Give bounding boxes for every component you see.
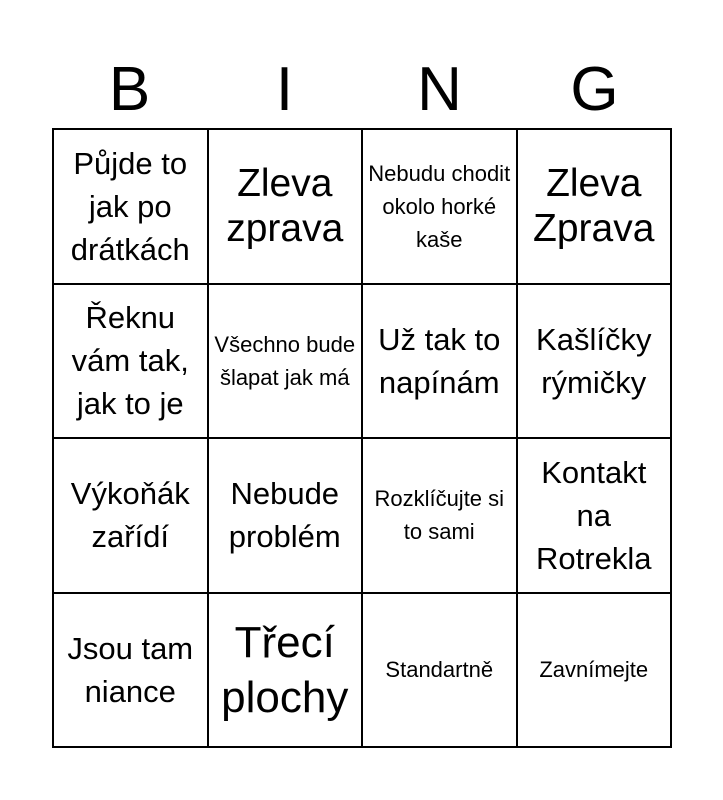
bingo-cell[interactable] xyxy=(54,594,209,749)
cell-text: Nebudu chodit okolo horké kaše xyxy=(368,160,511,252)
bingo-cell[interactable] xyxy=(518,439,673,594)
cell-text: Zavnímejte xyxy=(539,657,649,683)
cell-text: Řeknu vám tak, jak to je xyxy=(71,300,189,422)
bingo-cell[interactable] xyxy=(209,594,364,749)
bingo-cell[interactable] xyxy=(363,285,518,440)
bingo-cell[interactable] xyxy=(363,130,518,285)
header-letter-g: G xyxy=(570,55,619,124)
cell-text: Kašlíčky rýmičky xyxy=(536,321,652,400)
bingo-cell[interactable] xyxy=(518,285,673,440)
bingo-cell[interactable] xyxy=(54,439,209,594)
bingo-cell[interactable] xyxy=(54,285,209,440)
cell-text: Nebude problém xyxy=(228,476,341,555)
header-letter-b: B xyxy=(108,55,151,124)
cell-text: Rozklíčujte si to sami xyxy=(374,486,505,545)
cell-text: Zleva zprava xyxy=(226,162,344,251)
bingo-cell[interactable] xyxy=(209,285,364,440)
cell-text: Všechno bude šlapat jak má xyxy=(214,331,356,390)
cell-text: Půjde to jak po drátkách xyxy=(70,145,190,267)
cell-text: Zleva Zprava xyxy=(533,162,655,251)
bingo-cell[interactable] xyxy=(518,130,673,285)
bingo-board xyxy=(52,128,672,748)
bingo-header xyxy=(52,52,672,128)
cell-text: Výkoňák zařídí xyxy=(70,476,190,555)
header-letter-n: N xyxy=(417,55,462,124)
bingo-cell[interactable] xyxy=(54,130,209,285)
bingo-cell[interactable] xyxy=(209,439,364,594)
bingo-cell[interactable] xyxy=(363,594,518,749)
header-letter-i: I xyxy=(275,55,294,124)
cell-text: Standartně xyxy=(385,657,494,683)
bingo-cell[interactable] xyxy=(518,594,673,749)
cell-text: Jsou tam niance xyxy=(67,630,194,709)
cell-text: Kontakt na Rotrekla xyxy=(536,454,652,576)
cell-text: Třecí plochy xyxy=(221,617,349,722)
cell-text: Už tak to napínám xyxy=(378,321,501,400)
bingo-cell[interactable] xyxy=(209,130,364,285)
bingo-cell[interactable] xyxy=(363,439,518,594)
